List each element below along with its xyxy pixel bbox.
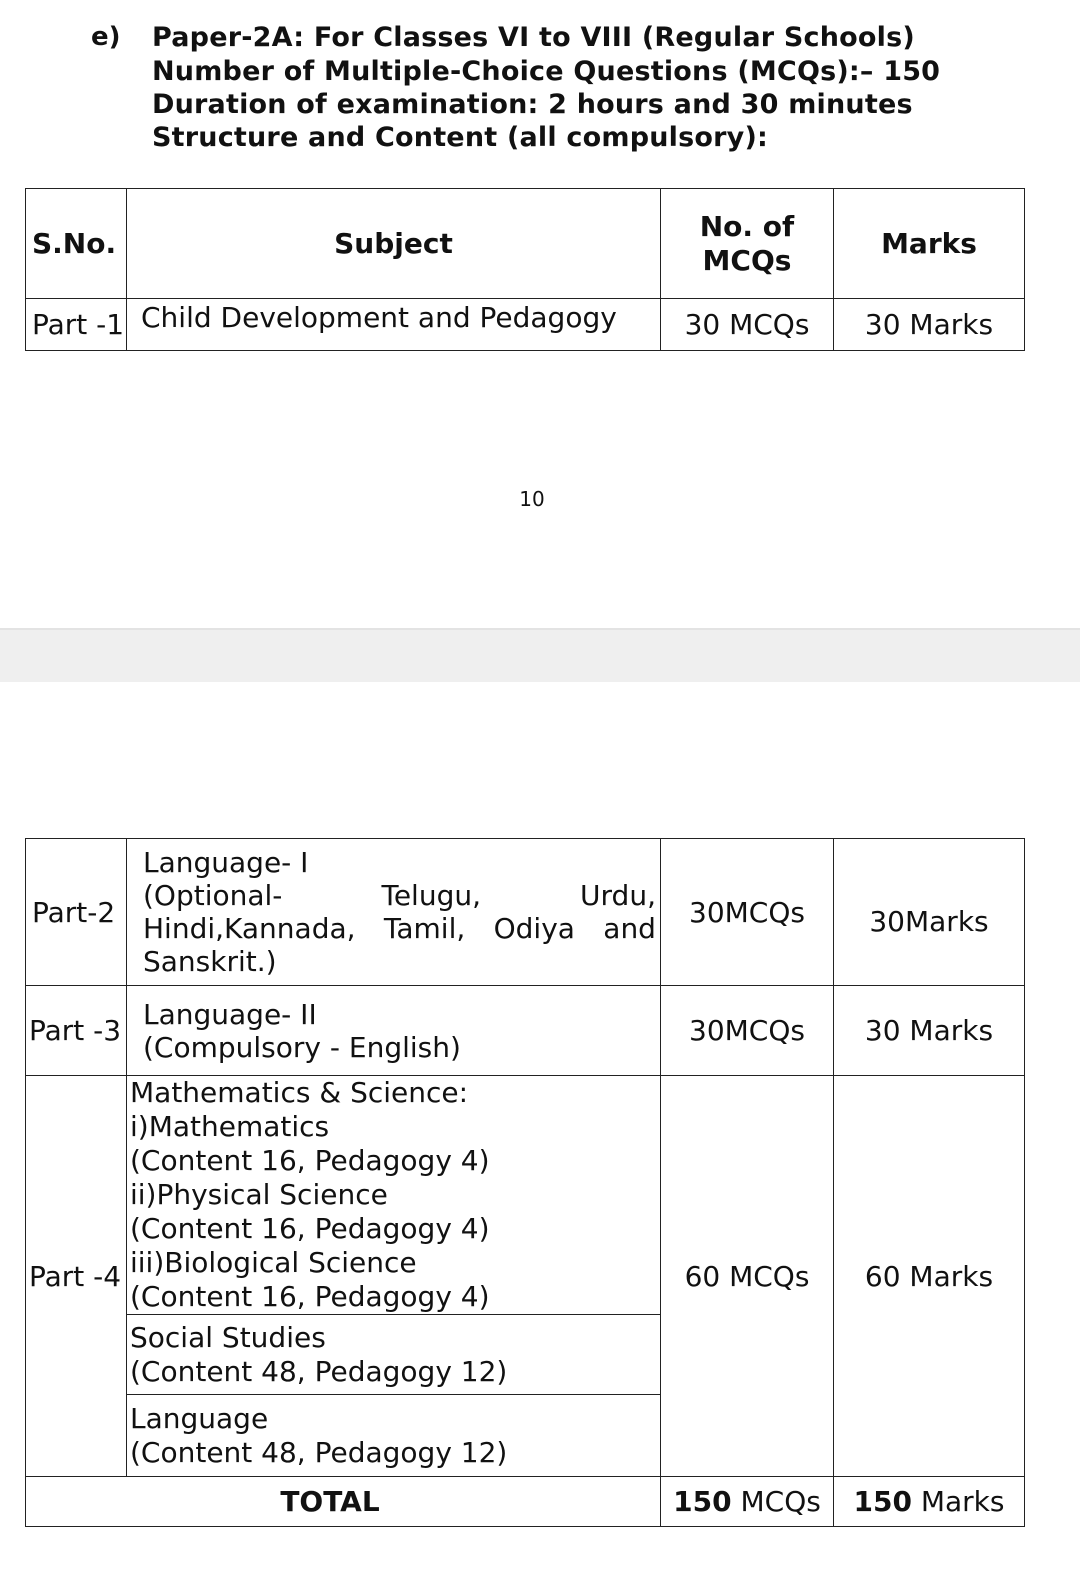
total-label: TOTAL	[26, 1477, 661, 1527]
total-marks	[834, 1477, 1025, 1527]
total-mcqs	[661, 1477, 834, 1527]
header-mcqs	[661, 189, 834, 299]
part2-word: Tamil,	[383, 912, 466, 945]
part4-sno: Part -4	[26, 1076, 127, 1477]
total-mcqs-unit: MCQs	[731, 1485, 821, 1518]
table-row	[26, 299, 1025, 351]
header-mcqs-line2: MCQs	[702, 243, 792, 277]
part2-word: and	[603, 912, 656, 945]
part1-subject: Child Development and Pedagogy	[127, 299, 661, 351]
part2-line	[143, 912, 656, 945]
part4-math-science	[127, 1076, 661, 1315]
part2-word: Hindi,Kannada,	[143, 912, 356, 945]
total-marks-unit: Marks	[911, 1485, 1005, 1518]
part2-word: Urdu,	[580, 879, 656, 912]
table-row	[26, 1076, 1025, 1315]
part4-line: Social Studies	[130, 1320, 326, 1354]
part3-mcqs: 30MCQs	[661, 986, 834, 1076]
part2-marks: 30Marks	[834, 839, 1025, 986]
page-break	[0, 628, 1080, 682]
part2-word: Telugu,	[381, 879, 481, 912]
part4-marks: 60 Marks	[834, 1076, 1025, 1477]
part1-sno: Part -1	[26, 299, 127, 351]
mcq-count-line: Number of Multiple-Choice Questions (MCQs):– 150	[152, 56, 941, 87]
part2-line: Sanskrit.)	[143, 945, 277, 978]
part4-line: (Content 16, Pedagogy 4)	[130, 1280, 490, 1313]
part2-sno: Part-2	[26, 839, 127, 986]
header-mcqs-line1: No. of	[699, 209, 795, 243]
part3-sno: Part -3	[26, 986, 127, 1076]
part1-marks: 30 Marks	[834, 299, 1025, 351]
part3-line: Language- II	[143, 997, 317, 1031]
part3-marks: 30 Marks	[834, 986, 1025, 1076]
header-marks: Marks	[834, 189, 1025, 299]
total-row	[26, 1477, 1025, 1527]
page-number: 10	[519, 487, 545, 511]
structure-table-top	[25, 188, 1025, 351]
part2-word: Odiya	[493, 912, 575, 945]
section-marker: e)	[91, 22, 121, 52]
table-row	[26, 839, 1025, 986]
structure-table-bottom	[25, 838, 1025, 1527]
structure-line: Structure and Content (all compulsory):	[152, 122, 768, 153]
part4-mcqs: 60 MCQs	[661, 1076, 834, 1477]
part4-line: (Content 16, Pedagogy 4)	[130, 1144, 490, 1177]
part2-line: Language- I	[143, 846, 309, 879]
table-header-row	[26, 189, 1025, 299]
table-row	[26, 986, 1025, 1076]
part4-line: i)Mathematics	[130, 1110, 330, 1143]
part4-line: ii)Physical Science	[130, 1178, 388, 1211]
part2-word: (Optional-	[143, 879, 283, 912]
total-marks-number: 150	[853, 1485, 912, 1518]
part2-line	[143, 879, 656, 912]
part4-language	[127, 1395, 661, 1477]
header-subject: Subject	[127, 189, 661, 299]
duration-line: Duration of examination: 2 hours and 30 minutes	[152, 89, 913, 120]
part2-mcqs: 30MCQs	[661, 839, 834, 986]
part4-line: (Content 16, Pedagogy 4)	[130, 1212, 490, 1245]
part4-line: Language	[130, 1401, 269, 1435]
part4-line: (Content 48, Pedagogy 12)	[130, 1435, 508, 1469]
part4-line: iii)Biological Science	[130, 1246, 417, 1279]
part3-line: (Compulsory - English)	[143, 1030, 461, 1064]
part4-social-studies	[127, 1315, 661, 1395]
part2-subject	[127, 839, 661, 986]
part1-mcqs: 30 MCQs	[661, 299, 834, 351]
header-sno: S.No.	[26, 189, 127, 299]
paper-title: Paper-2A: For Classes VI to VIII (Regular Schools)	[152, 22, 915, 53]
total-mcqs-number: 150	[673, 1485, 732, 1518]
part3-subject	[127, 986, 661, 1076]
part4-line: Mathematics & Science:	[130, 1076, 469, 1109]
part4-line: (Content 48, Pedagogy 12)	[130, 1354, 508, 1388]
